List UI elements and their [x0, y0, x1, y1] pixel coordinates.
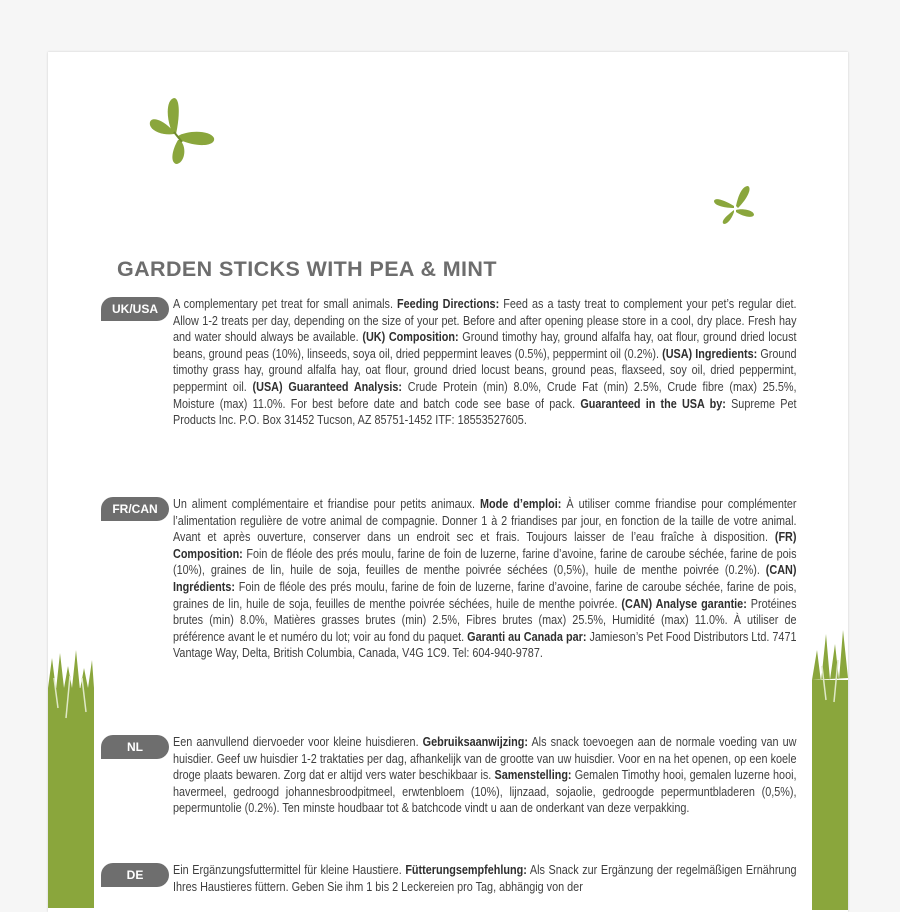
section-fr-can — [101, 496, 797, 662]
body-text: Crude Protein (min) 8.0%, Crude Fat (min) 2.5%, Crude fibre (max) 25.5%, Moisture (max) 11.0%. For best before date and batch code see base of pack. — [173, 379, 797, 411]
bold-label: Samenstelling: — [494, 768, 572, 783]
section-text — [173, 734, 797, 817]
bold-label: Guaranteed in the USA by: — [580, 396, 726, 411]
body-text: A complementary pet treat for small animals. — [173, 297, 398, 311]
bold-label: Garanti au Canada par: — [467, 629, 587, 644]
body-text: Een aanvullend diervoeder voor kleine huisdieren. — [173, 735, 423, 749]
language-badge: FR/CAN — [101, 497, 169, 521]
body-text: Ground timothy hay, ground alfalfa hay, oat flour, ground dried locust beans, ground peas (10%), linseeds, soya oil, dried peppermint leaves (0.5%), peppermint oil (0.2%). — [173, 330, 797, 361]
section-de — [101, 862, 797, 895]
body-text: Jamieson’s Pet Food Distributors Ltd. 7471 Vantage Way, Delta, British Columbia, Canada, V4G 1C9. Tel: 604-940-9787. — [173, 629, 797, 661]
grass-left-decoration — [48, 648, 94, 908]
section-text — [173, 862, 797, 895]
bold-label: Gebruiksaanwijzing: — [422, 735, 528, 749]
background-top — [0, 0, 900, 52]
body-text: Supreme Pet Products Inc. P.O. Box 31452 Tucson, AZ 85751-1452 ITF: 18553527605. — [173, 396, 797, 428]
body-text: Feed as a tasty treat to complement your pet’s regular diet. Allow 1-2 treats per day, depending on the size of your pet. Before and after opening please store in a cool, dry place. Fresh hay and water should always be available. — [173, 297, 797, 345]
body-text: Ein Ergänzungsfuttermittel für kleine Haustiere. — [173, 863, 406, 877]
body-text: Als snack toevoegen aan de normale voeding van uw huisdier. Geef uw huisdier 1-2 traktaties per dag, afhankelijk van de grootte van uw huisdier. Voor en na het openen, op een koele droge plaats bewaren. Zorg dat er altijd vers water beschikbaar is. — [173, 735, 797, 783]
language-badge: NL — [101, 735, 169, 759]
butterfly-icon — [712, 184, 756, 226]
bold-label: (UK) Composition: — [362, 330, 459, 345]
section-nl — [101, 734, 797, 817]
section-uk-usa — [101, 296, 797, 429]
body-text: Foin de fléole des prés moulu, farine de foin de luzerne, farine d’avoine, farine de caroube séchée, farine de pois (10%), graines de lin, huile de soja, feuilles de menthe poivrée séchées (0,5%), huile de menthe poivrée (0.2%). — [173, 546, 797, 578]
butterfly-icon — [144, 96, 218, 166]
bold-label: Fütterungsempfehlung: — [405, 863, 527, 877]
body-text: Gemalen Timothy hooi, gemalen luzerne hooi, havermeel, gedroogd johannesbroodpitmeel, erwtenbloem (10%), lijnzaad, sojaolie, gedroogde pepermuntbladeren (0,5%), pepermuntolie (0.2%). Ten minste houdbaar tot & batchcode vindt u aan de onderkant van deze verpakking. — [173, 768, 797, 816]
product-title: GARDEN STICKS WITH PEA & MINT — [117, 257, 497, 281]
language-badge: UK/USA — [101, 297, 169, 321]
body-text: Un aliment complémentaire et friandise pour petits animaux. — [173, 497, 481, 511]
body-text: Protéines brutes (min) 8.0%, Matières grasses brutes (min) 2.5%, Fibres brutes (max) 25.5%, Humidité (max) 11.0%. À utiliser de préférence avant le et numéro du lot; voir au fond du paquet. — [173, 596, 797, 644]
body-text: Ground timothy grass hay, ground alfalfa hay, oat flour, ground dried locust beans, ground peas, flaxseed, soy oil, dried peppermint, peppermint oil. — [173, 346, 797, 394]
body-text: Foin de fléole des prés moulu, farine de foin de luzerne, farine d’avoine, farine de caroube séchée, farine de pois, graines de lin, huile de soja, feuilles de menthe poivrée séchées, huile de menthe poivrée. — [173, 579, 797, 611]
body-text: Als Snack zur Ergänzung der regelmäßigen Ernährung Ihres Haustieres füttern. Geben Sie ihm 1 bis 2 Leckereien pro Tag, abhängig von der — [173, 863, 797, 894]
body-text: À utiliser comme friandise pour complémenter l’alimentation regulière de votre animal de compagnie. Donner 1 à 2 friandises par jour, en fonction de la taille de votre animal. Avant et après ouverture, conserver dans un endroit sec et frais. Toujours laisser de l’eau fraîche à disposition. — [173, 497, 797, 545]
language-badge: DE — [101, 863, 169, 887]
bold-label: (USA) Ingredients: — [662, 346, 758, 361]
grass-right-decoration — [812, 630, 848, 910]
bold-label: Feeding Directions: — [397, 297, 500, 311]
bold-label: Mode d’emploi: — [480, 497, 562, 511]
bold-label: (CAN) Ingrédients: — [173, 563, 797, 594]
bold-label: (FR) Composition: — [173, 530, 797, 561]
bold-label: (USA) Guaranteed Analysis: — [252, 379, 403, 394]
section-text — [173, 296, 797, 429]
bold-label: (CAN) Analyse garantie: — [621, 596, 747, 611]
section-text — [173, 496, 797, 662]
